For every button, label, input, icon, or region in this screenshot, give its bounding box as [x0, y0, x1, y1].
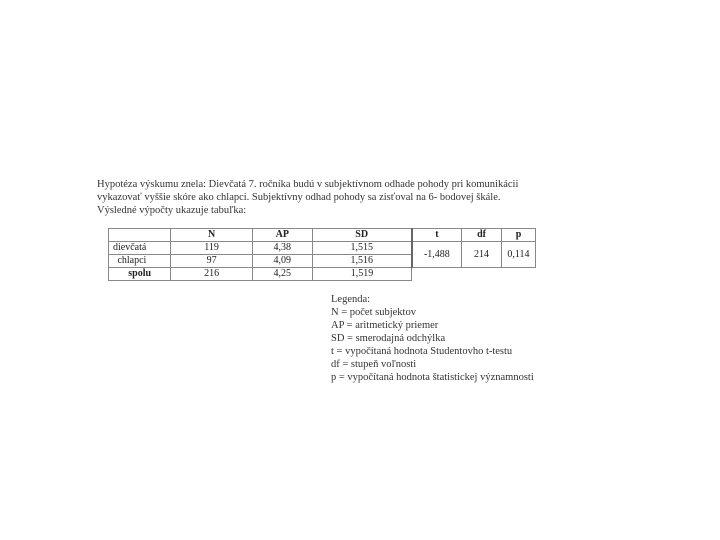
cell-n: 216	[171, 268, 253, 281]
legend-item: AP = aritmetický priemer	[331, 320, 439, 331]
header-df: df	[462, 229, 502, 242]
hypothesis-text	[97, 178, 567, 217]
cell-sd: 1,515	[312, 242, 412, 255]
cell-sd: 1,516	[312, 255, 412, 268]
legend-item: N = počet subjektov	[331, 307, 416, 318]
intro-line-2: vykazovať vyššie skóre ako chlapci. Subjektívny odhad pohody sa zisťoval na 6- bodovej škále.	[97, 192, 501, 203]
table-row	[109, 242, 536, 255]
legend	[331, 293, 534, 384]
table-row-total	[109, 268, 536, 281]
legend-item: p = vypočítaná hodnota štatistickej významnosti	[331, 372, 534, 383]
header-blank	[109, 229, 171, 242]
header-ap: AP	[252, 229, 312, 242]
cell-n: 119	[171, 242, 253, 255]
cell-ap: 4,25	[252, 268, 312, 281]
header-p: p	[501, 229, 535, 242]
legend-item: t = vypočítaná hodnota Studentovho t-testu	[331, 346, 513, 357]
intro-line-3: Výsledné výpočty ukazuje tabuľka:	[97, 205, 247, 216]
header-t: t	[412, 229, 462, 242]
cell-ap: 4,09	[252, 255, 312, 268]
legend-item: SD = smerodajná odchýlka	[331, 333, 446, 344]
header-n: N	[171, 229, 253, 242]
legend-item: df = stupeň voľnosti	[331, 359, 417, 370]
cell-p-value: 0,114	[501, 242, 535, 268]
cell-n: 97	[171, 255, 253, 268]
legend-title: Legenda:	[331, 294, 371, 305]
cell-sd: 1,519	[312, 268, 412, 281]
cell-df-value: 214	[462, 242, 502, 268]
row-label: chlapci	[109, 255, 171, 268]
row-label: dievčatá	[109, 242, 171, 255]
row-label-total: spolu	[109, 268, 171, 281]
cell-t-value: -1,488	[412, 242, 462, 268]
intro-line-1: Hypotéza výskumu znela: Dievčatá 7. ročníka budú v subjektívnom odhade pohody pri komunikácii	[97, 179, 519, 190]
results-table	[108, 228, 536, 281]
header-sd: SD	[312, 229, 412, 242]
cell-ap: 4,38	[252, 242, 312, 255]
table-header-row	[109, 229, 536, 242]
